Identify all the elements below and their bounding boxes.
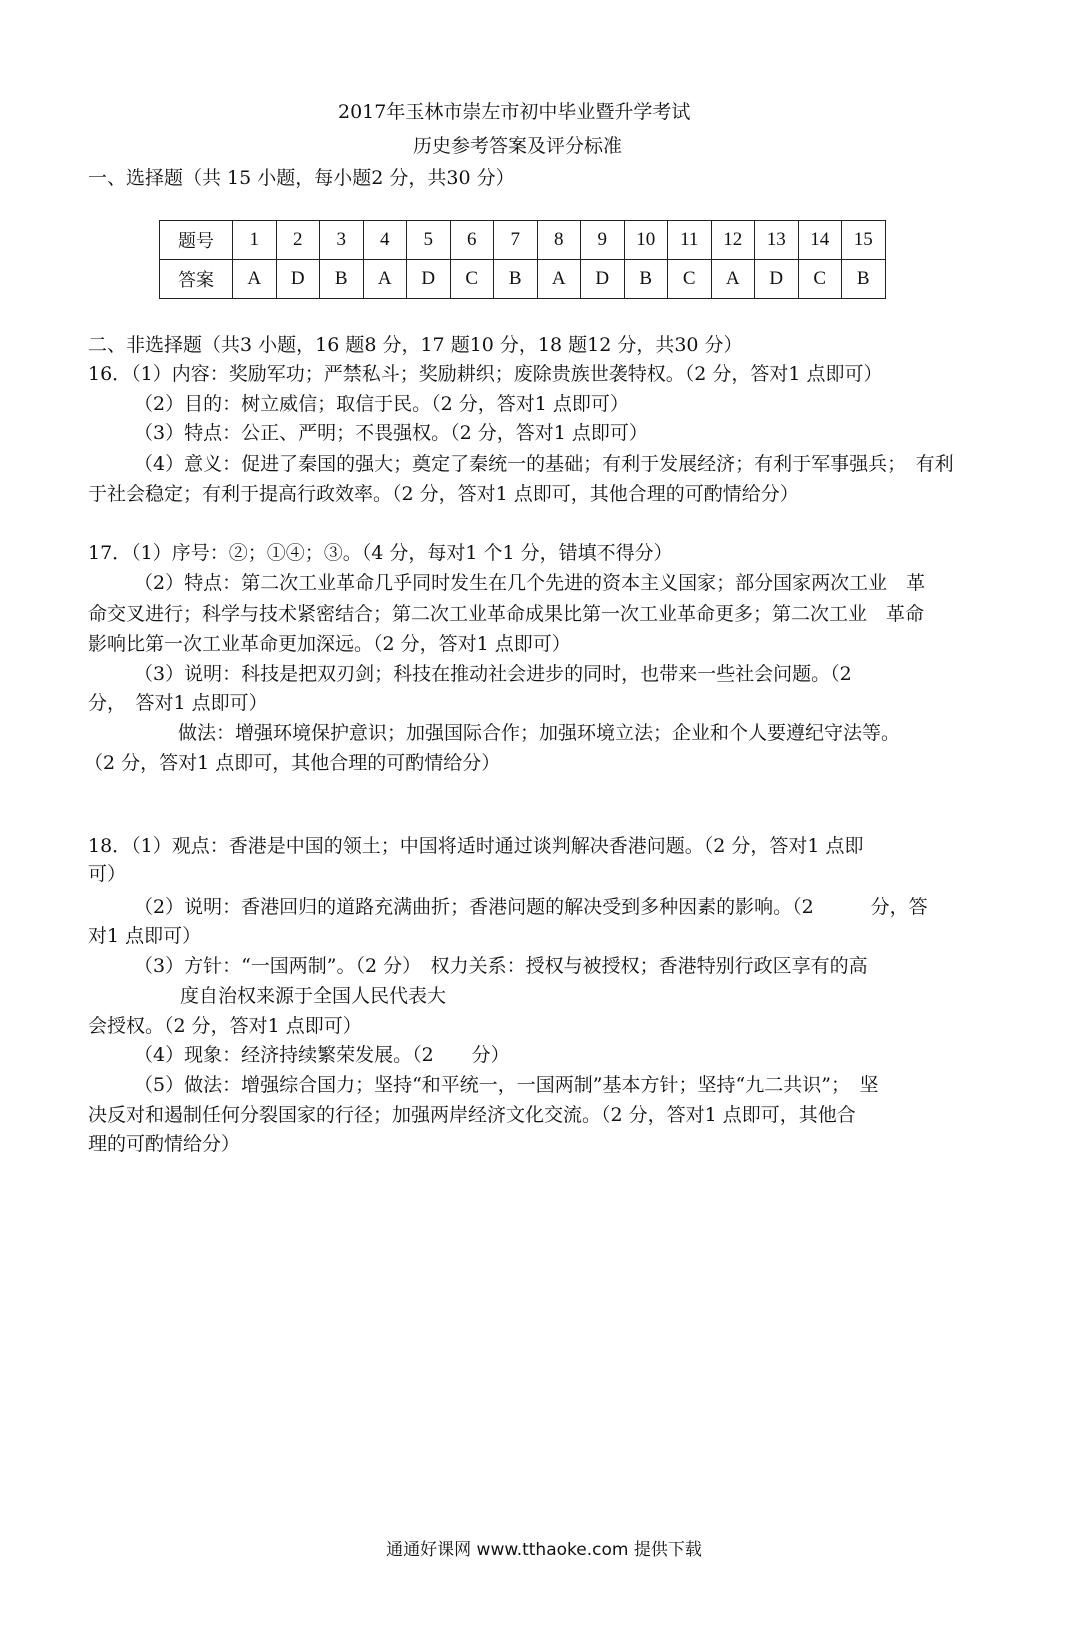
table-cell-label: 答案 xyxy=(160,260,233,299)
answer-line: 17．（1）序号：②；①④；③。（4 分，每对1 个1 分，错填不得分） xyxy=(88,542,673,564)
table-cell: 1 xyxy=(233,221,277,260)
table-cell: A xyxy=(711,260,755,299)
answer-line: 影响比第一次工业革命更加深远。（2 分，答对1 点即可） xyxy=(88,633,571,655)
table-cell: 14 xyxy=(798,221,842,260)
answer-line: （2）说明：香港回归的道路充满曲折；香港问题的解决受到多种因素的影响。（2 分，答 xyxy=(134,896,928,918)
answer-line: （4）现象：经济持续繁荣发展。（2 分） xyxy=(134,1044,510,1066)
section2-heading: 二、非选择题（共3 小题，16 题8 分，17 题10 分，18 题12 分，共30 分） xyxy=(88,334,743,356)
answer-line: （2）目的：树立威信；取信于民。（2 分，答对1 点即可） xyxy=(134,393,629,415)
document-title: 2017年玉林市崇左市初中毕业暨升学考试 xyxy=(338,101,691,123)
answer-line: 度自治权来源于全国人民代表大 xyxy=(180,985,447,1007)
table-cell: 7 xyxy=(494,221,538,260)
answer-line: 做法：增强环境保护意识；加强国际合作；加强环境立法；企业和个人要遵纪守法等。 xyxy=(178,722,901,744)
table-cell: B xyxy=(494,260,538,299)
section1-heading: 一、选择题（共 15 小题，每小题2 分，共30 分） xyxy=(88,167,515,189)
table-cell: 9 xyxy=(581,221,625,260)
table-cell: D xyxy=(581,260,625,299)
answer-line: 于社会稳定；有利于提高行政效率。（2 分，答对1 点即可，其他合理的可酌情给分） xyxy=(88,483,799,505)
answer-table xyxy=(159,220,886,299)
table-cell: A xyxy=(363,260,407,299)
answer-line: 对1 点即可） xyxy=(88,925,202,947)
answer-line: 可） xyxy=(88,863,127,885)
table-cell: A xyxy=(233,260,277,299)
table-cell: 11 xyxy=(668,221,712,260)
table-cell: 3 xyxy=(320,221,364,260)
table-cell: 15 xyxy=(842,221,886,260)
table-cell: C xyxy=(798,260,842,299)
table-cell: 5 xyxy=(407,221,451,260)
answer-line: 决反对和遏制任何分裂国家的行径；加强两岸经济文化交流。（2 分，答对1 点即可，其他合 xyxy=(88,1104,856,1126)
table-cell: 8 xyxy=(537,221,581,260)
table-cell: B xyxy=(320,260,364,299)
table-cell: B xyxy=(624,260,668,299)
answer-line: （4）意义：促进了秦国的强大；奠定了秦统一的基础；有利于发展经济；有利于军事强兵； 有利 xyxy=(134,453,954,475)
document-subtitle: 历史参考答案及评分标准 xyxy=(413,135,623,157)
table-cell-label: 题号 xyxy=(160,221,233,260)
table-cell: C xyxy=(668,260,712,299)
table-cell: D xyxy=(407,260,451,299)
table-cell: 13 xyxy=(755,221,799,260)
answer-line: 理的可酌情给分） xyxy=(88,1133,241,1155)
answer-line: 会授权。（2 分，答对1 点即可） xyxy=(88,1015,362,1037)
table-cell: B xyxy=(842,260,886,299)
answer-line: 18．（1）观点：香港是中国的领土；中国将适时通过谈判解决香港问题。（2 分，答对1 点即 xyxy=(88,835,864,857)
table-cell: D xyxy=(276,260,320,299)
table-cell: A xyxy=(537,260,581,299)
table-cell: 4 xyxy=(363,221,407,260)
table-cell: 2 xyxy=(276,221,320,260)
answer-line: （2）特点：第二次工业革命几乎同时发生在几个先进的资本主义国家；部分国家两次工业 革 xyxy=(134,572,926,594)
table-row-numbers xyxy=(160,221,886,260)
footer-source: 通通好课网 www.tthaoke.com 提供下载 xyxy=(386,1540,702,1560)
table-cell: 6 xyxy=(450,221,494,260)
answer-line: （5）做法：增强综合国力；坚持“和平统一，一国两制”基本方针；坚持“九二共识”； 坚 xyxy=(134,1074,879,1096)
answer-line: （2 分，答对1 点即可，其他合理的可酌情给分） xyxy=(84,752,501,774)
answer-line: （3）说明：科技是把双刃剑；科技在推动社会进步的同时，也带来一些社会问题。（2 xyxy=(134,663,852,685)
table-cell: 10 xyxy=(624,221,668,260)
answer-line: 分， 答对1 点即可） xyxy=(88,692,268,714)
table-cell: D xyxy=(755,260,799,299)
answer-line: （3）方针：“一国两制”。（2 分） 权力关系：授权与被授权；香港特别行政区享有的高 xyxy=(134,955,868,977)
answer-line: （3）特点：公正、严明；不畏强权。（2 分，答对1 点即可） xyxy=(134,422,648,444)
table-row-answers xyxy=(160,260,886,299)
answer-line: 16．（1）内容：奖励军功；严禁私斗；奖励耕织；废除贵族世袭特权。（2 分，答对1 点即可） xyxy=(88,363,883,385)
answer-line: 命交叉进行；科学与技术紧密结合；第二次工业革命成果比第一次工业革命更多；第二次工业 革命 xyxy=(88,603,925,625)
table-cell: 12 xyxy=(711,221,755,260)
table-cell: C xyxy=(450,260,494,299)
